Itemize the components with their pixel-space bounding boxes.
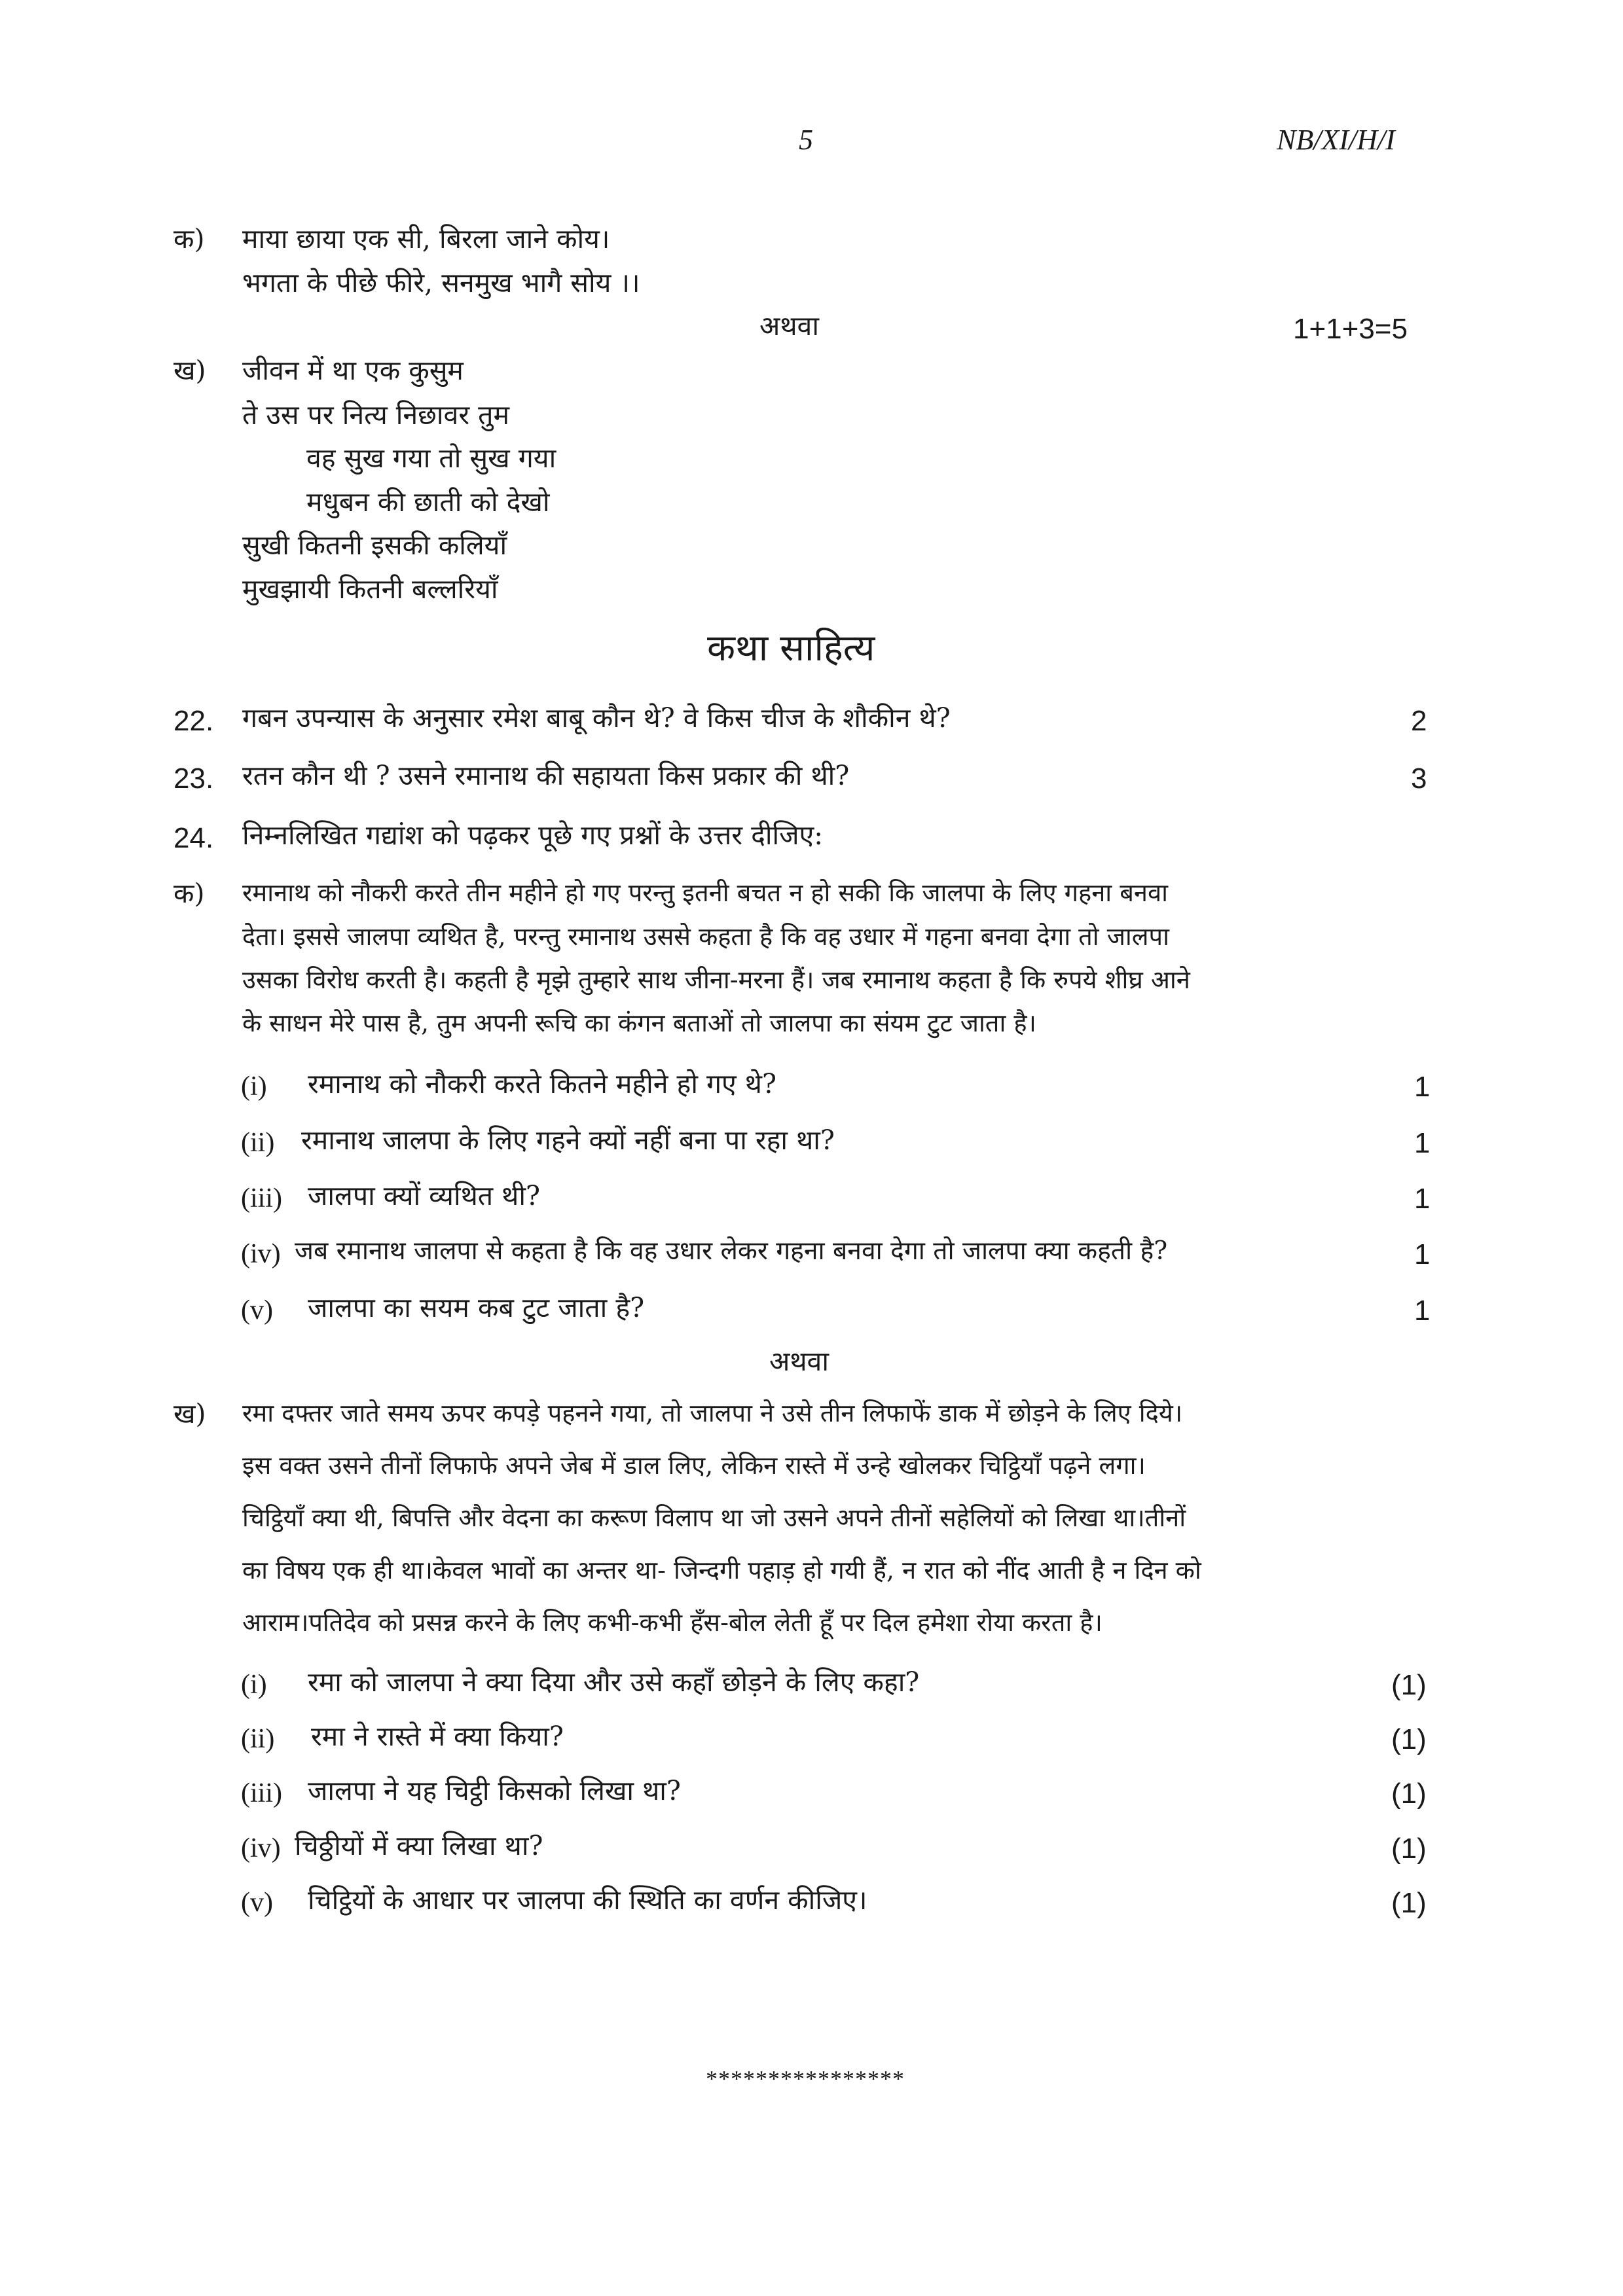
q24-ka-passage-line-3: उसका विरोध करती है। कहती है मृझे तुम्हारे साथ जीना-मरना हैं। जब रमानाथ कहता है कि रुपये शीघ्र आने: [242, 965, 1190, 994]
q21-kha-line-2: ते उस पर नित्य निछावर तुम: [242, 399, 510, 431]
q21-kha-line-3: वह सुख गया तो सुख गया: [306, 442, 556, 474]
q22-number: 22.: [173, 705, 214, 737]
q24-ka-passage-line-4: के साधन मेरे पास है, तुम अपनी रूचि का कंगन बताओं तो जालपा का संयम टुट जाता है।: [242, 1009, 1036, 1037]
q24-ka-q4-text: जब रमानाथ जालपा से कहता है कि वह उधार लेकर गहना बनवा देगा तो जालपा क्या कहती है?: [295, 1236, 1168, 1266]
q21-kha-label: ख): [173, 355, 206, 386]
q24-kha-q1-text: रमा को जालपा ने क्या दिया और उसे कहाँ छोड़ने के लिए कहा?: [308, 1666, 920, 1698]
q24-kha-q2-num: (ii): [241, 1724, 275, 1754]
q24-ka-passage-line-1: रमानाथ को नौकरी करते तीन महीने हो गए परन्तु इतनी बचत न हो सकी कि जालपा के लिए गहना बनवा: [242, 878, 1168, 907]
footer-stars: ****************: [706, 2066, 905, 2092]
q24-ka-label: क): [173, 878, 205, 909]
q24-ka-q2-marks: 1: [1414, 1127, 1431, 1159]
q24-ka-q5-marks: 1: [1414, 1295, 1431, 1327]
q22-marks: 2: [1411, 705, 1427, 737]
q24-ka-q1-num: (i): [241, 1071, 267, 1102]
q24-kha-q4-num: (iv): [241, 1833, 281, 1863]
q24-ka-q5-num: (v): [241, 1295, 273, 1325]
q21-kha-line-5: सुखी कितनी इसकी कलियाँ: [242, 529, 507, 561]
q21-ka-line-2: भगता के पीछे फीरे, सनमुख भागै सोय ।।: [242, 267, 640, 298]
q24-kha-q1-num: (i): [241, 1670, 267, 1700]
q21-or-text: अथवा: [759, 310, 819, 342]
q24-kha-q5-num: (v): [241, 1888, 273, 1918]
q24-ka-q5-text: जालपा का सयम कब टुट जाता है?: [308, 1292, 645, 1323]
q24-kha-passage-line-2: इस वक्त उसने तीनों लिफाफे अपने जेब में डाल लिए, लेकिन रास्ते में उन्हे खोलकर चिट्ठियाँ पढ़ने लगा।: [242, 1451, 1146, 1480]
q24-kha-passage-line-1: रमा दफ्तर जाते समय ऊपर कपड़े पहनने गया, तो जालपा ने उसे तीन लिफाफें डाक में छोड़ने के लिए दिये।: [242, 1399, 1183, 1427]
q24-kha-q1-marks: (1): [1391, 1669, 1427, 1701]
q24-kha-passage-line-4: का विषय एक ही था।केवल भावों का अन्तर था- जिन्दगी पहाड़ हो गयी हैं, न रात को नींद आती है न दिन को: [242, 1556, 1201, 1585]
q24-ka-q4-marks: 1: [1414, 1238, 1431, 1270]
q24-kha-q2-marks: (1): [1391, 1723, 1427, 1755]
q21-kha-line-1: जीवन में था एक कुसुम: [242, 355, 464, 386]
q24-ka-q3-marks: 1: [1414, 1183, 1431, 1215]
q24-or-text: अथवा: [769, 1346, 829, 1377]
q22-text: गबन उपन्यास के अनुसार रमेश बाबू कौन थे? वे किस चीज के शौकीन थे?: [242, 702, 951, 734]
q24-number: 24.: [173, 822, 214, 854]
q21-ka-label: क): [173, 223, 205, 255]
q24-ka-q2-num: (ii): [241, 1128, 275, 1158]
q24-kha-q3-marks: (1): [1391, 1778, 1427, 1810]
q21-kha-line-4: मधुबन की छाती को देखो: [306, 486, 550, 518]
q24-ka-q1-text: रमानाथ को नौकरी करते कितने महीने हो गए थे?: [308, 1068, 776, 1100]
q21-kha-line-6: मुखझायी कितनी बल्लरियाँ: [242, 573, 498, 605]
q24-ka-q1-marks: 1: [1414, 1071, 1431, 1103]
section-title: कथा साहित्य: [707, 627, 875, 670]
q24-kha-q4-text: चिठ्ठीयों में क्या लिखा था?: [295, 1830, 543, 1861]
page-number: 5: [799, 124, 813, 156]
q24-ka-q3-text: जालपा क्यों व्यथित थी?: [308, 1180, 540, 1211]
q24-kha-q2-text: रमा ने रास्ते में क्या किया?: [311, 1721, 564, 1752]
q21-ka-line-1: माया छाया एक सी, बिरला जाने कोय।: [242, 223, 610, 255]
q24-kha-q5-text: चिट्ठियों के आधार पर जालपा की स्थिति का वर्णन कीजिए।: [308, 1884, 867, 1916]
q23-number: 23.: [173, 762, 214, 795]
paper-code: NB/XI/H/I: [1277, 124, 1395, 156]
q24-kha-q3-num: (iii): [241, 1778, 282, 1808]
q24-ka-passage-line-2: देता। इससे जालपा व्यथित है, परन्तु रमानाथ उससे कहता है कि वह उधार में गहना बनवा देगा तो जालपा: [242, 922, 1169, 951]
q24-kha-passage-line-3: चिट्ठियाँ क्या थी, बिपत्ति और वेदना का करूण विलाप था जो उसने अपने तीनों सहेलियों को लिखा था।तीनों: [242, 1503, 1186, 1532]
q24-kha-q4-marks: (1): [1391, 1833, 1427, 1865]
q24-text: निम्नलिखित गद्यांश को पढ़कर पूछे गए प्रश्नों के उत्तर दीजिए:: [242, 819, 824, 851]
q24-ka-q3-num: (iii): [241, 1183, 282, 1213]
q24-kha-passage-line-5: आराम।पतिदेव को प्रसन्न करने के लिए कभी-कभी हँस-बोल लेती हूँ पर दिल हमेशा रोया करता है।: [242, 1608, 1103, 1637]
q24-kha-q3-text: जालपा ने यह चिट्ठी किसको लिखा था?: [308, 1775, 681, 1806]
q23-text: रतन कौन थी ? उसने रमानाथ की सहायता किस प्रकार की थी?: [242, 760, 850, 791]
q24-kha-q5-marks: (1): [1391, 1887, 1427, 1919]
q23-marks: 3: [1411, 762, 1427, 795]
q24-ka-q4-num: (iv): [241, 1239, 281, 1269]
q24-kha-label: ख): [173, 1398, 206, 1429]
q24-ka-q2-text: रमानाथ जालपा के लिए गहने क्यों नहीं बना पा रहा था?: [301, 1124, 835, 1156]
q21-marks: 1+1+3=5: [1293, 313, 1408, 345]
